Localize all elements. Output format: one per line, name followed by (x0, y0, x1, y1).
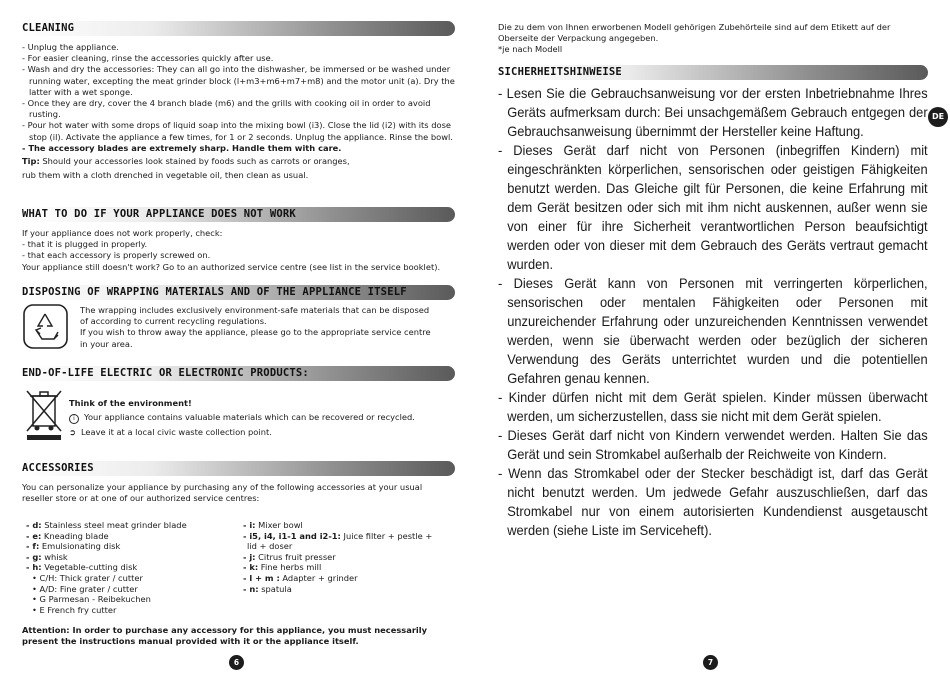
accessory-subitem: • G Parmesan - Reibekuchen (32, 594, 151, 605)
safety-instructions (498, 84, 928, 540)
accessory-item: - g: whisk (26, 551, 68, 562)
accessory-item: - l + m : Adapter + grinder (243, 572, 358, 583)
language-badge: DE (928, 107, 948, 127)
page-number: 6 (229, 655, 244, 670)
accessory-subitem: • E French fry cutter (32, 604, 117, 615)
accessory-item: - e: Kneading blade (26, 530, 109, 541)
accessories-heading: ACCESSORIES (22, 461, 455, 476)
accessory-item: - j: Citrus fruit presser (243, 551, 336, 562)
safety-paragraph: - Dieses Gerät darf nicht von Personen (inbegriffen Kindern) mit eingeschränkten körperlichen, sensorischen oder geistigen Fähigkeiten benutzt werden. Das Gleiche gilt für Personen, die keine Erfahrung mit dem Gerät besitzen oder sich mit ihm nicht auskennen, außer wenn sie von einer für ihre Sicherheit verantwortlichen Person beaufsichtigt werden oder von dieser mit dem Gebrauch des Geräts vertraut gemacht wurden. (498, 142, 928, 272)
cleaning-tip: Tip: Should your accessories look stained by foods such as carrots or oranges, (22, 156, 350, 167)
cleaning-item: - Wash and dry the accessories: They can all go into the dishwasher, be immersed or be washed under running water, excepting the meat grinder block (l+m3+m6+m7+m8) and the motor unit (a). Dry the latter with a wet sponge. (22, 64, 455, 97)
safety-paragraph: - Dieses Gerät darf nicht von Kindern verwendet werden. Halten Sie das Gerät und sein Stromkabel außerhalb der Reichweite von Kindern. (498, 427, 928, 462)
disposing-body: The wrapping includes exclusively environment-safe materials that can be disposed of according to current recycling regulations. If you wish to throw away the appliance, please go to the appropriate service centre in your area. (80, 305, 431, 349)
cleaning-item: - Unplug the appliance. (22, 42, 119, 52)
accessory-item: - i: Mixer bowl (243, 520, 303, 530)
safety-paragraph: - Kinder dürfen nicht mit dem Gerät spielen. Kinder müssen überwacht werden, um sicherzustellen, dass sie nicht mit dem Gerät spielen. (498, 389, 928, 424)
accessory-item: - h: Vegetable-cutting disk (26, 562, 138, 573)
arrow-icon: ➲ (69, 427, 76, 438)
accessories-intro: You can personalize your appliance by purchasing any of the following accessories at your usual reseller store or at one of our authorized service centres: (22, 482, 423, 504)
accessory-item: - f: Emulsionating disk (26, 541, 121, 552)
accessory-item: - d: Stainless steel meat grinder blade (26, 520, 187, 530)
safety-paragraph: - Wenn das Stromkabel oder der Stecker beschädigt ist, darf das Gerät nicht benutzt werden. Um jedwede Gefahr auszuschließen, darf das Stromkabel nur von einem autorisierten Kundendienst ausgetauscht werden (siehe Liste im Serviceheft). (498, 465, 928, 538)
cleaning-body (22, 42, 455, 181)
safety-paragraph: - Dieses Gerät kann von Personen mit verringerten körperlichen, sensorischen oder mentalen Fähigkeiten oder Personen mit unzureichender Erfahrung oder unzureichenden Kenntnissen verwendet werden, wenn sie überwacht werden oder bezüglich der sicheren Verwendung des Geräts unterrichtet wurden und die potentiellen Gefahren genau kennen. (498, 275, 928, 386)
info-icon: i (69, 414, 79, 424)
accessories-attention: Attention: In order to purchase any accessory for this appliance, you must necessarily present the instructions manual provided with it or the appliance itself. (22, 625, 428, 647)
disposing-heading: DISPOSING OF WRAPPING MATERIALS AND OF THE APPLIANCE ITSELF (22, 285, 455, 300)
cleaning-item: - For easier cleaning, rinse the accessories quickly after use. (22, 53, 274, 64)
accessory-item: - i5, i4, i1-1 and i2-1: Juice filter + pestle + (243, 530, 433, 541)
cleaning-item: - Once they are dry, cover the 4 branch blade (m6) and the grills with cooking oil in order to avoid rusting. (22, 98, 431, 120)
accessories-list-1 (26, 520, 246, 615)
accessory-subitem: • C/H: Thick grater / cutter (32, 572, 143, 583)
not-work-body: If your appliance does not work properly, check: - that it is plugged in properly. - that each accessory is properly screwed on. Your appliance still doesn't work? Go to an authorized service centre (see list in the service booklet). (22, 228, 441, 272)
eol-think: Think of the environment! (69, 398, 192, 408)
cleaning-warning: - The accessory blades are extremely sharp. Handle them with care. (22, 142, 342, 153)
cleaning-item: - Pour hot water with some drops of liquid soap into the mixing bowl (i3). Close the lid (i2) with its dose stop (il). Activate the appliance a few times, for 1 or 2 seconds. Unplug the appliance. Rinse the bowl. (22, 120, 453, 142)
safety-heading: SICHERHEITSHINWEISE (498, 65, 928, 80)
accessory-item: lid + doser (247, 541, 293, 552)
accessory-item: - k: Fine herbs mill (243, 562, 322, 573)
safety-paragraph: - Lesen Sie die Gebrauchsanweisung vor der ersten Inbetriebnahme Ihres Geräts aufmerksam durch: Bei unsachgemäßem Gebrauch entgegen der Gebrauchsanweisung übernimmt der Hersteller keine Haftung. (498, 85, 928, 139)
not-work-heading: WHAT TO DO IF YOUR APPLIANCE DOES NOT WORK (22, 207, 455, 222)
accessory-item: - n: spatula (243, 583, 292, 594)
eol-line-1: i Your appliance contains valuable materials which can be recovered or recycled. (69, 412, 459, 424)
crossed-bin-icon (24, 386, 64, 442)
eol-body (69, 398, 459, 438)
cleaning-heading: CLEANING (22, 21, 455, 36)
page-number: 7 (703, 655, 718, 670)
cleaning-tip-cont: rub them with a cloth drenched in vegetable oil, then clean as usual. (22, 170, 309, 181)
eol-line-2: ➲ Leave it at a local civic waste collection point. (69, 427, 272, 438)
model-note: Die zu dem von Ihnen erworbenen Modell gehörigen Zubehörteile sind auf dem Etikett auf der Oberseite der Verpackung angegeben. *je nach Modell (498, 22, 891, 55)
eol-heading: END-OF-LIFE ELECTRIC OR ELECTRONIC PRODUCTS: (22, 366, 455, 381)
recycle-icon (23, 304, 68, 349)
accessory-subitem: • A/D: Fine grater / cutter (32, 583, 138, 594)
accessories-list-2 (243, 520, 458, 594)
